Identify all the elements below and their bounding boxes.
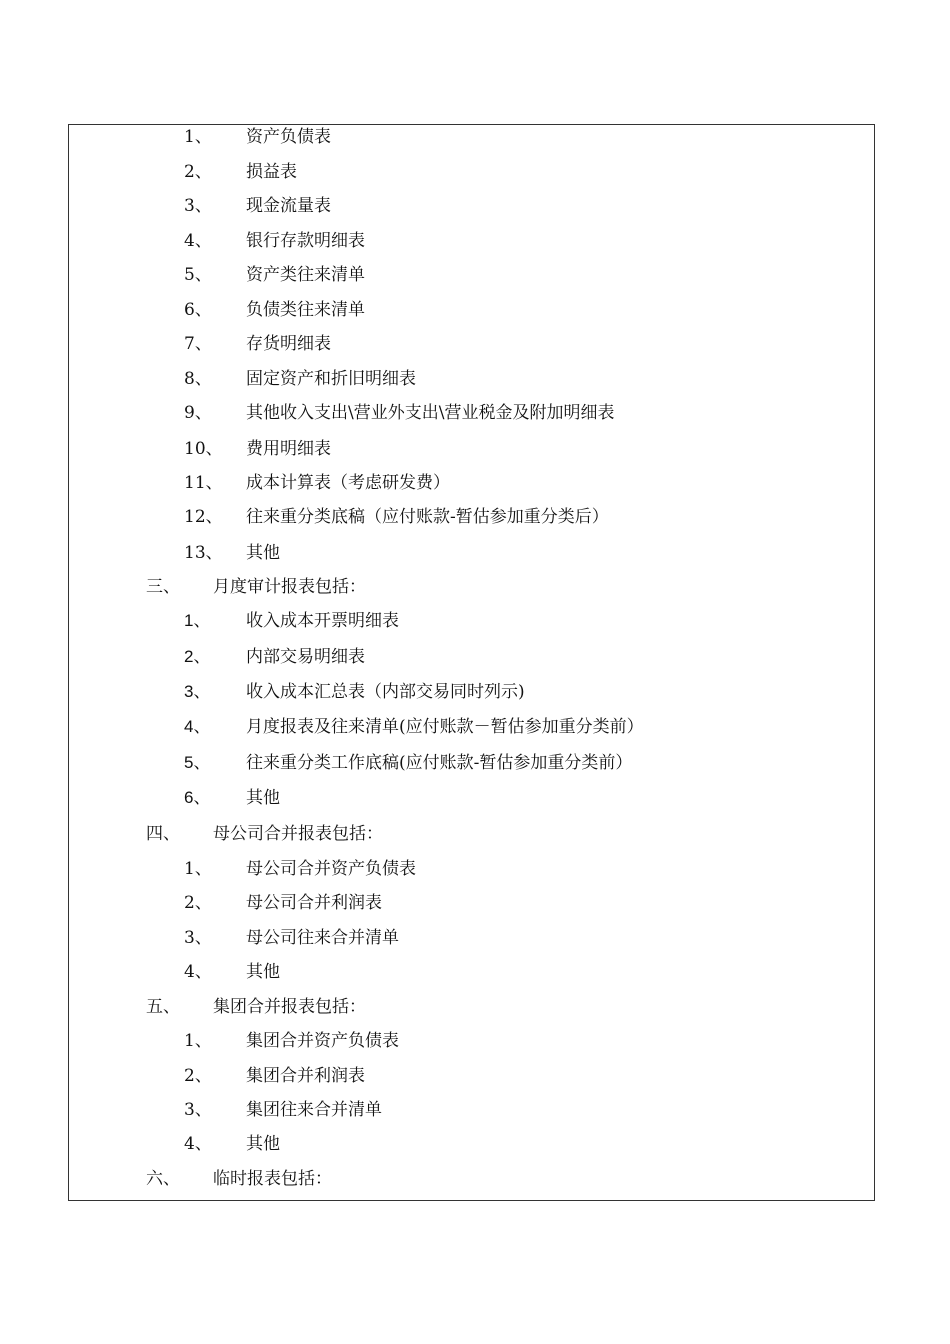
item-text: 内部交易明细表 (246, 647, 365, 667)
item-text: 收入成本开票明细表 (246, 611, 399, 631)
item-text: 集团合并资产负债表 (246, 1031, 399, 1051)
section-number: 五、 (146, 997, 180, 1017)
item-text: 资产类往来清单 (246, 265, 365, 285)
item-number: 6、 (184, 788, 211, 807)
item-number: 8、 (184, 369, 212, 389)
item-text: 其他 (246, 788, 280, 808)
item-text: 往来重分类工作底稿(应付账款-暂估参加重分类前） (246, 753, 633, 773)
item-number: 3、 (184, 682, 211, 701)
item-number: 4、 (184, 1134, 212, 1154)
item-text: 集团往来合并清单 (246, 1100, 382, 1120)
item-number: 11、 (184, 473, 223, 493)
item-number: 13、 (184, 543, 223, 563)
item-number: 12、 (184, 507, 223, 527)
item-text: 损益表 (246, 162, 297, 182)
item-number: 3、 (184, 928, 212, 948)
item-number: 1、 (184, 611, 211, 630)
section-number: 四、 (146, 824, 180, 844)
item-number: 5、 (184, 753, 211, 772)
item-number: 2、 (184, 162, 212, 182)
item-text: 现金流量表 (246, 196, 331, 216)
item-number: 10、 (184, 439, 223, 459)
section-number: 六、 (146, 1169, 180, 1189)
item-text: 费用明细表 (246, 439, 331, 459)
item-text: 其他 (246, 543, 280, 563)
section-number: 三、 (146, 577, 180, 597)
section-title: 母公司合并报表包括： (213, 824, 383, 844)
section-title: 集团合并报表包括： (213, 997, 366, 1017)
item-text: 集团合并利润表 (246, 1066, 365, 1086)
item-number: 4、 (184, 231, 212, 251)
item-text: 银行存款明细表 (246, 231, 365, 251)
item-text: 其他 (246, 962, 280, 982)
item-number: 2、 (184, 647, 211, 666)
item-text: 收入成本汇总表（内部交易同时列示) (246, 682, 525, 702)
item-number: 1、 (184, 1031, 212, 1051)
section-title: 临时报表包括： (213, 1169, 332, 1189)
item-text: 成本计算表（考虑研发费） (246, 473, 450, 493)
item-number: 4、 (184, 717, 211, 736)
item-number: 2、 (184, 893, 212, 913)
item-text: 母公司往来合并清单 (246, 928, 399, 948)
item-text: 存货明细表 (246, 334, 331, 354)
item-text: 母公司合并资产负债表 (246, 859, 416, 879)
item-number: 2、 (184, 1066, 212, 1086)
item-text: 其他 (246, 1134, 280, 1154)
section-title: 月度审计报表包括： (213, 577, 366, 597)
item-text: 往来重分类底稿（应付账款-暂估参加重分类后） (246, 507, 609, 527)
item-number: 4、 (184, 962, 212, 982)
item-text: 负债类往来清单 (246, 300, 365, 320)
item-number: 3、 (184, 1100, 212, 1120)
item-text: 月度报表及往来清单(应付账款－暂估参加重分类前） (246, 717, 644, 737)
item-number: 1、 (184, 127, 212, 147)
item-text: 固定资产和折旧明细表 (246, 369, 416, 389)
item-number: 3、 (184, 196, 212, 216)
item-number: 5、 (184, 265, 212, 285)
item-number: 9、 (184, 403, 212, 423)
item-text: 其他收入支出\营业外支出\营业税金及附加明细表 (246, 403, 615, 423)
item-number: 7、 (184, 334, 212, 354)
item-text: 母公司合并利润表 (246, 893, 382, 913)
item-text: 资产负债表 (246, 127, 331, 147)
item-number: 1、 (184, 859, 212, 879)
item-number: 6、 (184, 300, 212, 320)
